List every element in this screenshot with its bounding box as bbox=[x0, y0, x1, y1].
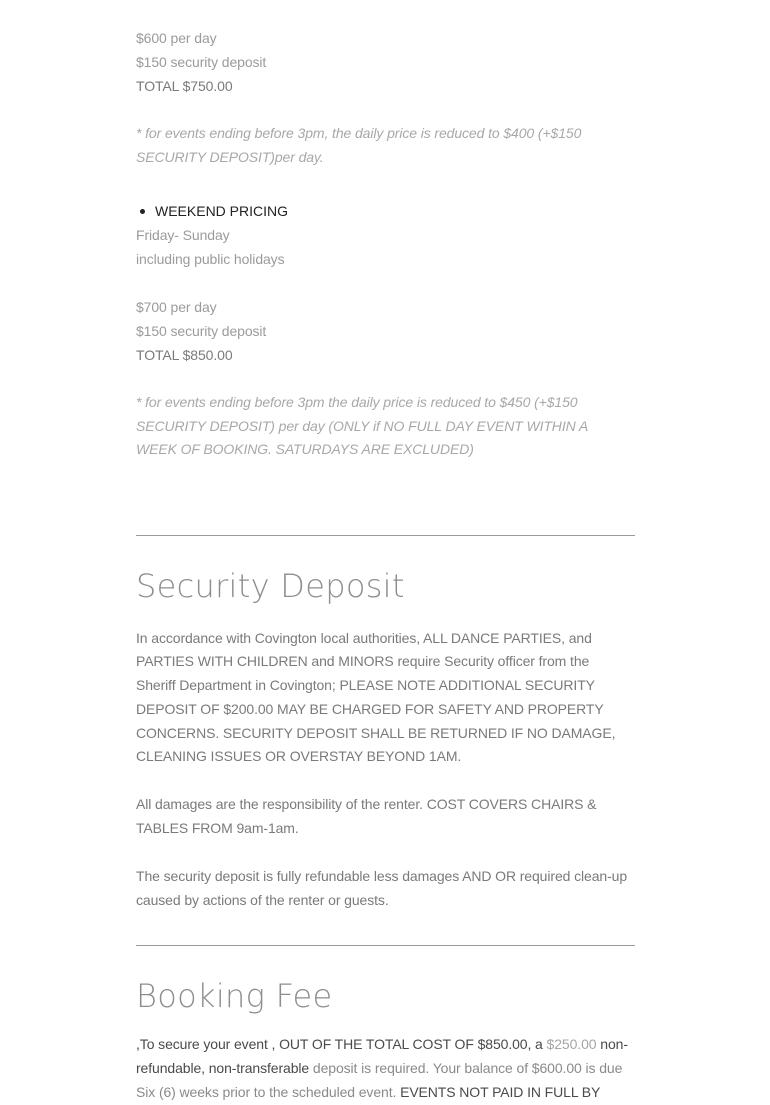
booking-deposit-amount: $250.00 bbox=[546, 1036, 597, 1053]
non-refundable-label: non-refundable, non-transferable bbox=[136, 1036, 628, 1077]
booking-fee-paragraph bbox=[136, 1033, 636, 1104]
security-deposit-title: Security Deposit bbox=[136, 566, 405, 605]
damages-paragraph: All damages are the responsibility of the renter. COST COVERS CHAIRS & TABLES FROM 9am-1am. bbox=[136, 796, 597, 837]
weekday-price-per-day: $600 per day bbox=[136, 30, 217, 46]
weekend-holidays: including public holidays bbox=[136, 251, 285, 267]
weekend-reduced-price-note: * for events ending before 3pm the daily price is reduced to $450 (+$150 SECURITY DEPOSIT) per day (ONLY if NO FULL DAY EVENT WITHIN A WEEK OF BOOKING. SATURDAYS ARE EXCLUDED) bbox=[136, 394, 588, 457]
bullet-icon bbox=[140, 209, 145, 214]
weekend-pricing-list bbox=[136, 199, 636, 223]
balance-due-text: deposit is required. Your balance of $600.00 is due Six (6) weeks prior to the scheduled event. bbox=[136, 1060, 623, 1101]
payment-warning: EVENTS NOT PAID IN FULL BY bbox=[400, 1084, 601, 1101]
weekday-reduced-price-note: * for events ending before 3pm, the daily price is reduced to $400 (+$150 SECURITY DEPOSIT)per day. bbox=[136, 125, 582, 165]
refund-paragraph: The security deposit is fully refundable less damages AND OR required clean-up caused by actions of the renter or guests. bbox=[136, 867, 628, 908]
weekend-security-deposit: $150 security deposit bbox=[136, 323, 267, 339]
weekend-days: Friday- Sunday bbox=[136, 227, 230, 243]
security-deposit-paragraph: In accordance with Covington local authorities, ALL DANCE PARTIES, and PARTIES WITH CHILDREN and MINORS require Security officer from the Sheriff Department in Covington; PLEASE NOTE ADDITIONAL SECURITY DEPOSIT OF $200.00 MAY BE CHARGED FOR SAFETY AND PROPERTY CONCERNS. SECURITY DEPOSIT SHALL BE RETURNED IF NO DAMAGE, CLEANING ISSUES OR OVERSTAY BEYOND 1AM. bbox=[136, 629, 616, 765]
weekend-pricing-heading bbox=[136, 199, 636, 223]
pricing-content bbox=[136, 26, 636, 1105]
weekday-security-deposit: $150 security deposit bbox=[136, 54, 267, 70]
weekend-total: TOTAL $850.00 bbox=[136, 347, 233, 363]
booking-fee-title: Booking Fee bbox=[136, 977, 333, 1016]
booking-fee-intro: ,To secure your event , OUT OF THE TOTAL COST OF $850.00, a bbox=[136, 1036, 547, 1053]
weekday-total: TOTAL $750.00 bbox=[136, 78, 233, 94]
weekend-pricing-label: WEEKEND PRICING bbox=[155, 203, 289, 219]
weekend-price-per-day: $700 per day bbox=[136, 299, 217, 315]
